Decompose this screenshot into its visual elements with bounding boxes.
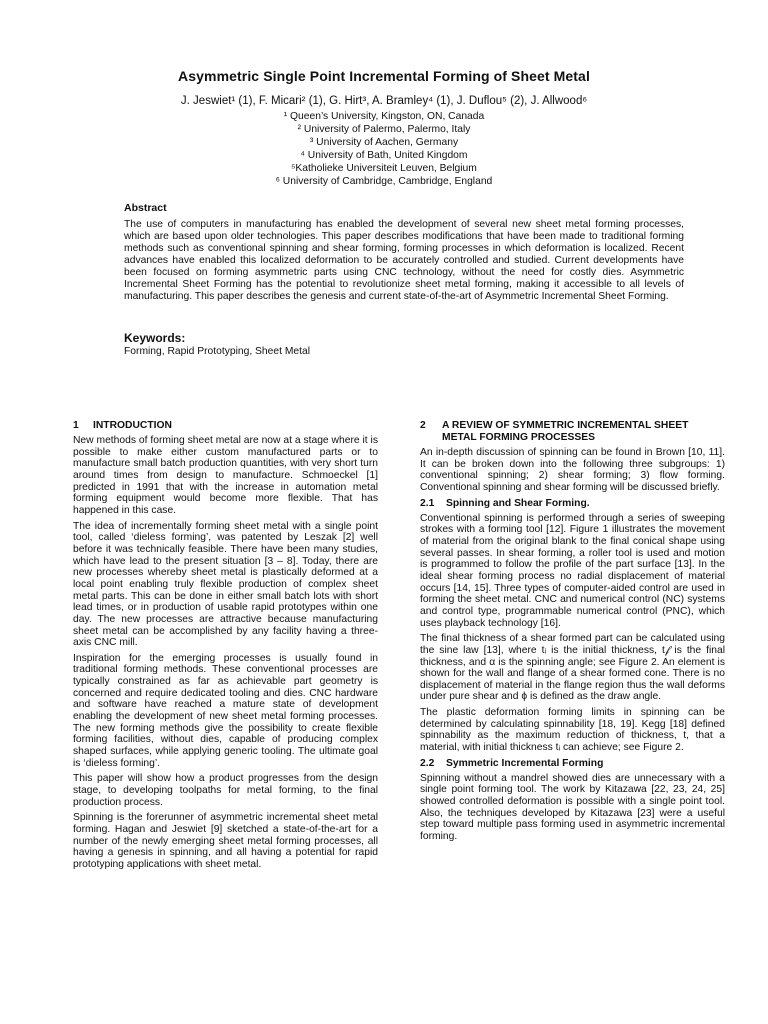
keywords-section: [124, 331, 684, 357]
author-list: J. Jeswiet¹ (1), F. Micari² (1), G. Hirt³, A. Bramley⁴ (1), J. Duflou⁵ (2), J. Allwood⁶: [180, 95, 588, 107]
affiliation: ¹ Queen’s University, Kingston, ON, Canada: [283, 111, 485, 122]
affiliation-list: [0, 111, 768, 188]
affiliation: ⁶ University of Cambridge, Cambridge, England: [275, 175, 493, 187]
body-paragraph: The plastic deformation forming limits in spinning can be determined by calculating spinnability [18, 19]. Kegg [18] defined spinnability as the maximum reduction of thickness, t, that a material, with initial thickness tᵢ can achieve; see Figure 2.: [420, 707, 725, 754]
subsection-heading-symmetric-incremental: [420, 758, 725, 770]
subsection-title: Symmetric Incremental Forming: [446, 757, 604, 769]
body-paragraph: Spinning is the forerunner of asymmetric incremental sheet metal forming. Hagan and Jeswiet [9] sketched a state-of-the-art for a number of the newly emerging sheet metal forming processes, all having a genesis in spinning, and all having a potential for rapid prototyping applications with sheet metal.: [73, 812, 378, 870]
subsection-number: 2.1: [420, 497, 435, 509]
section-heading-introduction: [73, 420, 378, 432]
body-paragraph: This paper will show how a product progresses from the design stage, to developing toolpaths for metal forming, to the final production process.: [73, 773, 378, 808]
section-title: A REVIEW OF SYMMETRIC INCREMENTAL SHEET METAL FORMING PROCESSES: [442, 420, 689, 443]
section-number: 2: [420, 420, 426, 431]
keywords-heading: Keywords:: [124, 331, 186, 345]
section-number: 1: [73, 420, 79, 431]
body-paragraph: Inspiration for the emerging processes is usually found in traditional forming methods. These conventional processes are typically constrained as far as achievable part geometry is concerned and require dedicated tooling and dies. CNC hardware and software have reached a mature state of development enabling the development of new sheet metal forming processes. The new forming methods give the possibility to create flexible forming facilities, without dies, capable of producing complex shaped surfaces, while applying generic tooling. The ultimate goal is ‘dieless forming’.: [73, 652, 378, 769]
right-column: [420, 420, 725, 847]
affiliation: ⁵Katholieke Universiteit Leuven, Belgium: [291, 162, 477, 174]
section-heading-review: [420, 420, 725, 444]
body-paragraph: Spinning without a mandrel showed dies are unnecessary with a single point forming tool. The work by Kitazawa [22, 23, 24, 25] showed controlled deformation is possible with a single point tool. Also, the techniques developed by Kitazawa [23] were a useful step toward multiple pass forming used in asymmetric incremental forming.: [420, 772, 725, 843]
affiliation: ² University of Palermo, Palermo, Italy: [297, 123, 471, 135]
affiliation: ³ University of Aachen, Germany: [309, 136, 459, 148]
paper-title: Asymmetric Single Point Incremental Forming of Sheet Metal: [178, 68, 590, 84]
body-paragraph: Conventional spinning is performed through a series of sweeping strokes with a forming tool [12]. Figure 1 illustrates the movement of material from the original blank to the final conical shape using several passes. In shear forming, a roller tool is used and motion is programmed to follow the profile of the part surface [13]. In the ideal shear forming process no radial displacement of material occurs [14, 15]. Three types of computer-aided control are used in forming the sheet metal. CNC and numerical control (NC) systems and control type, programmable numerical control (PNC), which uses playback technology [16].: [420, 512, 725, 629]
abstract-heading: Abstract: [124, 202, 167, 214]
affiliation: ⁴ University of Bath, United Kingdom: [300, 149, 468, 161]
subsection-title: Spinning and Shear Forming.: [446, 497, 590, 509]
body-paragraph: New methods of forming sheet metal are now at a stage where it is possible to make either custom manufactured parts or to manufacture small batch production quantities, with very short turn around times from design to manufacture. Schmoeckel [1] predicted in 1991 that with the increase in automation metal forming equipment would become more flexible. That has happened in this case.: [73, 435, 378, 516]
body-paragraph: The idea of incrementally forming sheet metal with a single point tool, called ‘dieless forming’, was patented by Leszak [2] well before it was technically feasible. There have been many studies, which have lead to the present situation [3 – 8]. Today, there are new processes whereby sheet metal is plastically deformed at a local point enabling truly flexible production of complex sheet metal parts. This can be done in either small batch lots with short lead times, or in production of usable rapid prototypes within one day. The new processes are attractive because manufacturing sheet metal can be accomplished by any facility having a three-axis CNC mill.: [73, 520, 378, 649]
left-column: [73, 420, 378, 875]
subsection-heading-spinning: [420, 498, 725, 510]
abstract-text: The use of computers in manufacturing has enabled the development of several new sheet metal forming processes, which are based upon older technologies. This paper describes modifications that have been made to traditional forming methods such as conventional spinning and shear forming, forming processes in which deformation is localized. Recent advances have enabled this localized deformation to be accurately controlled and studied. Current developments have been focused on forming asymmetric parts using CNC technology, without the need for costly dies. Asymmetric Incremental Sheet Forming has the potential to revolutionize sheet metal forming, making it accessible to all levels of manufacturing. This paper describes the genesis and current state-of-the-art of Asymmetric Incremental Sheet Forming.: [124, 219, 684, 302]
body-paragraph: An in-depth discussion of spinning can be found in Brown [10, 11]. It can be broken down into the following three subgroups: 1) conventional spinning; 2) shear forming; 3) flow forming. Conventional spinning and shear forming will be discussed briefly.: [420, 447, 725, 493]
subsection-number: 2.2: [420, 757, 435, 769]
body-paragraph: The final thickness of a shear formed part can be calculated using the sine law [13], where tᵢ is the initial thickness, t𝒻 is the final thickness, and α is the spinning angle; see Figure 2. An element is shown for the wall and flange of a shear formed cone. There is no displacement of material in the flange region thus the wall deforms under pure shear and ϕ is defined as the draw angle.: [420, 633, 725, 703]
keywords-text: Forming, Rapid Prototyping, Sheet Metal: [124, 346, 311, 357]
abstract-section: [124, 202, 684, 303]
section-title: INTRODUCTION: [93, 420, 172, 431]
